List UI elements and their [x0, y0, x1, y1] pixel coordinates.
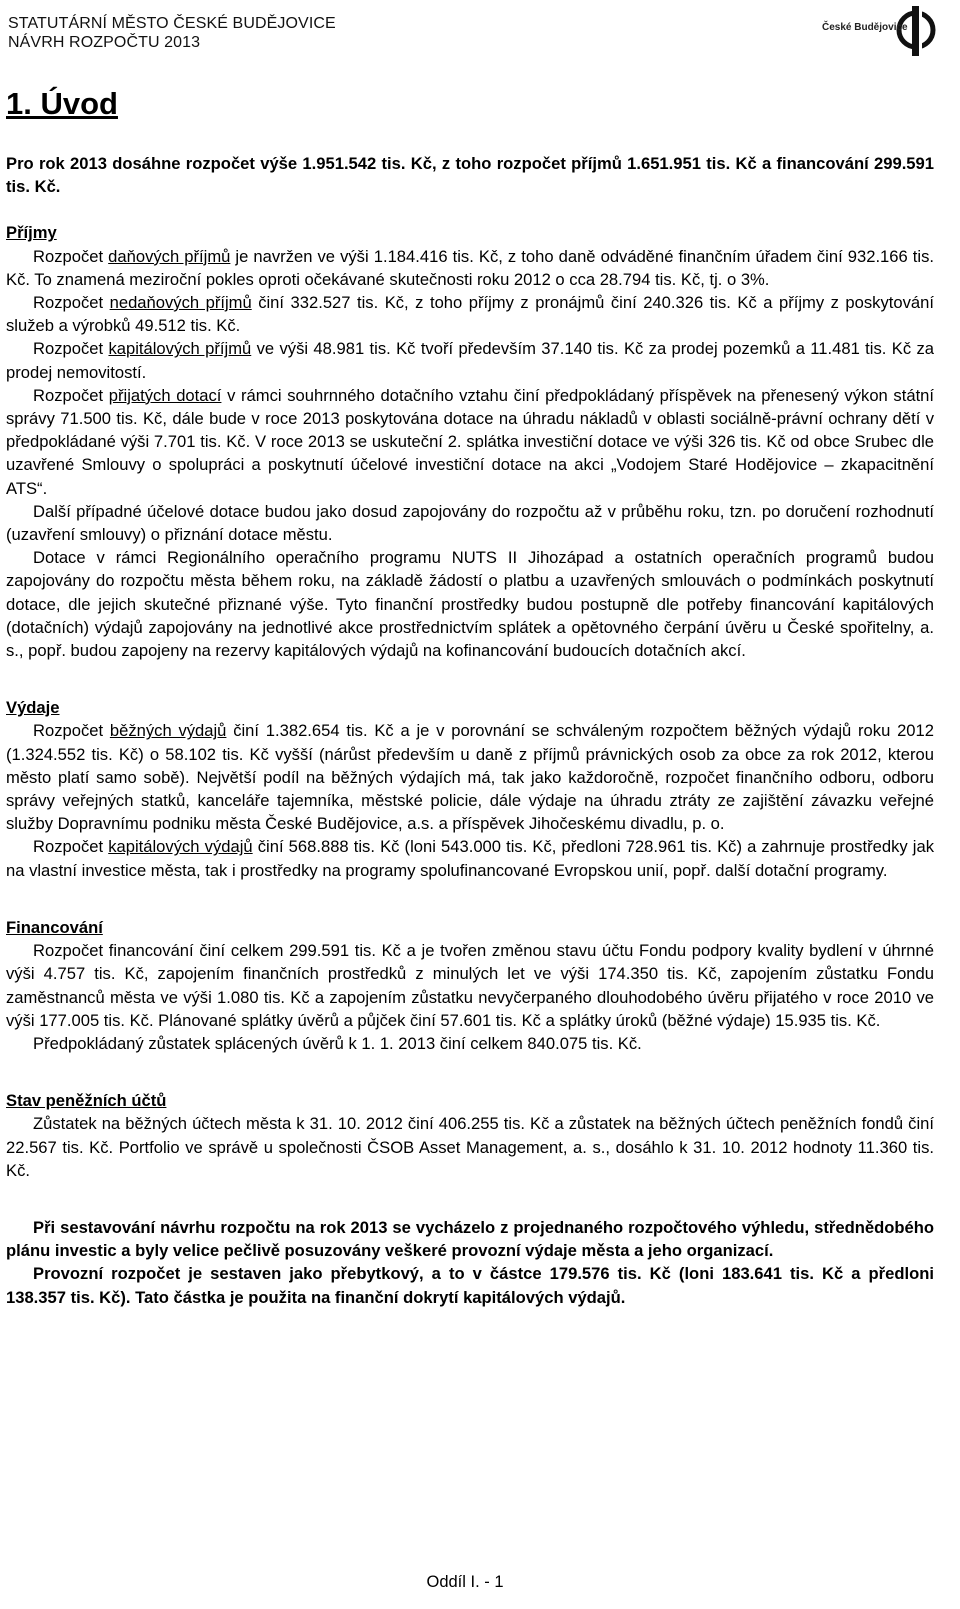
- header-city: STATUTÁRNÍ MĚSTO ČESKÉ BUDĚJOVICE: [8, 15, 336, 32]
- prijmy-paragraph: Dotace v rámci Regionálního operačního programu NUTS II Jihozápad a ostatních operačních programů budou zapojovány do rozpočtu města během roku, na základě žádostí o platbu a uzavřených smlouvách o podmínkách poskytnutí dotace, dle jejich skutečné přiznané výše. Tyto finanční prostředky budou postupně dle potřeby financování kapitálových (dotačních) výdajů zapojovány na jednotlivé akce prostřednictvím splátek a opětovného čerpání úvěru u České spořitelny, a. s., popř. budou zapojeny na rezervy kapitálových výdajů na kofinancování budoucích dotačních akcí.: [6, 548, 934, 661]
- header-document: NÁVRH ROZPOČTU 2013: [8, 34, 201, 51]
- page-header: [8, 14, 940, 58]
- intro-paragraph: Pro rok 2013 dosáhne rozpočet výše 1.951.542 tis. Kč, z toho rozpočet příjmů 1.651.951 tis. Kč a financování 299.591 tis. Kč.: [6, 154, 934, 197]
- prijmy-paragraph: Rozpočet nedaňových příjmů činí 332.527 tis. Kč, z toho příjmy z pronájmů činí 240.326 tis. Kč a příjmy z poskytování služeb a výrobků 49.512 tis. Kč.: [6, 293, 934, 336]
- stav-paragraph: Zůstatek na běžných účtech města k 31. 10. 2012 činí 406.255 tis. Kč a zůstatek na běžných účtech peněžních fondů činí 22.567 tis. Kč. Portfolio ve správě u společnosti ČSOB Asset Management, a. s., dosáhlo k 31. 10. 2012 hodnoty 11.360 tis. Kč.: [6, 1114, 934, 1180]
- page-footer: Oddíl I. - 1: [426, 1573, 504, 1591]
- prijmy-paragraph: Rozpočet přijatých dotací v rámci souhrnného dotačního vztahu činí předpokládaný příspěvek na přenesený výkon státní správy 71.500 tis. Kč, dále bude v roce 2013 poskytována dotace na úhradu nákladů v oblasti sociálně-právní ochrany dětí v předpokládané výši 7.701 tis. Kč. V roce 2013 se uskuteční 2. splátka investiční dotace ve výši 326 tis. Kč od obce Srubec dle uzavřené Smlouvy o spolupráci a poskytnutí účelové investiční dotace na akci „Vodojem Staré Hodějovice – zkapacitnění ATS“.: [6, 385, 935, 498]
- vydaje-paragraph: Rozpočet běžných výdajů činí 1.382.654 tis. Kč a je v porovnání se schváleným rozpočtem běžných výdajů roku 2012 (1.324.552 tis. Kč) o 58.102 tis. Kč vyšší (nárůst především u daně z příjmů právnických osob za obce za rok 2012, kterou město platí samo sobě). Největší podíl na běžných výdajích má, tak jako každoročně, rozpočet finančního odboru, odboru správy veřejných statků, kanceláře tajemníka, městské policie, dále výdaje na úhradu ztráty ze zajištění závazku veřejné služby Dopravnímu podniku města České Budějovice, a.s. a příspěvek Jihočeskému divadlu, p. o.: [6, 721, 934, 834]
- section-heading-financovani: Financování: [6, 917, 103, 937]
- prijmy-paragraph: Rozpočet kapitálových příjmů ve výši 48.981 tis. Kč tvoří především 37.140 tis. Kč za prodej pozemků a 11.481 tis. Kč za prodej nemovitostí.: [6, 339, 934, 382]
- financovani-paragraph: Rozpočet financování činí celkem 299.591 tis. Kč a je tvořen změnou stavu účtu Fondu podpory kvality bydlení v úhrnné výši 4.757 tis. Kč, zapojením finančních prostředků z minulých let ve výši 174.350 tis. Kč, zapojením zůstatku Fondu zaměstnanců města ve výši 1.080 tis. Kč a zapojením zůstatku nevyčerpaného dlouhodobého úvěru přijatého v roce 2010 ve výši 177.005 tis. Kč. Plánované splátky úvěrů a půjček činí 57.601 tis. Kč a splátky úroků (běžné výdaje) 15.935 tis. Kč.: [6, 941, 934, 1030]
- section-heading-prijmy: Příjmy: [6, 223, 57, 243]
- prijmy-paragraph: Rozpočet daňových příjmů je navržen ve výši 1.184.416 tis. Kč, z toho daně odváděné finančním úřadem činí 932.166 tis. Kč. To znamená meziroční pokles oproti očekávané skutečnosti roku 2012 o cca 28.794 tis. Kč, tj. o 3%.: [6, 246, 935, 289]
- document-body: [6, 152, 934, 1309]
- vydaje-paragraph: Rozpočet kapitálových výdajů činí 568.888 tis. Kč (loni 543.000 tis. Kč, předloni 728.961 tis. Kč) a zahrnuje prostředky jak na vlastní investice města, tak i prostředky na programy spolufinancované Evropskou unií, popř. další dotační programy.: [6, 837, 934, 880]
- city-logo: [820, 4, 940, 60]
- logo-text: České Budějovice: [822, 22, 908, 33]
- conclusion-paragraph: Provozní rozpočet je sestaven jako přebytkový, a to v částce 179.576 tis. Kč (loni 183.641 tis. Kč a předloni 138.357 tis. Kč). Tato částka je použita na finanční dokrytí kapitálových výdajů.: [6, 1264, 934, 1307]
- prijmy-paragraph: Další případné účelové dotace budou jako dosud zapojovány do rozpočtu až v průběhu roku, tzn. po doručení rozhodnutí (uzavření smlouvy) o přiznání dotace městu.: [6, 501, 934, 545]
- conclusion-paragraph: Při sestavování návrhu rozpočtu na rok 2013 se vycházelo z projednaného rozpočtového výhledu, střednědobého plánu investic a byly velice pečlivě posuzovány veškeré provozní výdaje města a jeho organizací.: [6, 1217, 934, 1261]
- financovani-paragraph: Předpokládaný zůstatek splácených úvěrů k 1. 1. 2013 činí celkem 840.075 tis. Kč.: [33, 1033, 642, 1053]
- page-title: 1. Úvod: [6, 86, 118, 121]
- section-heading-vydaje: Výdaje: [6, 698, 60, 718]
- section-heading-stav: Stav peněžních účtů: [6, 1091, 167, 1111]
